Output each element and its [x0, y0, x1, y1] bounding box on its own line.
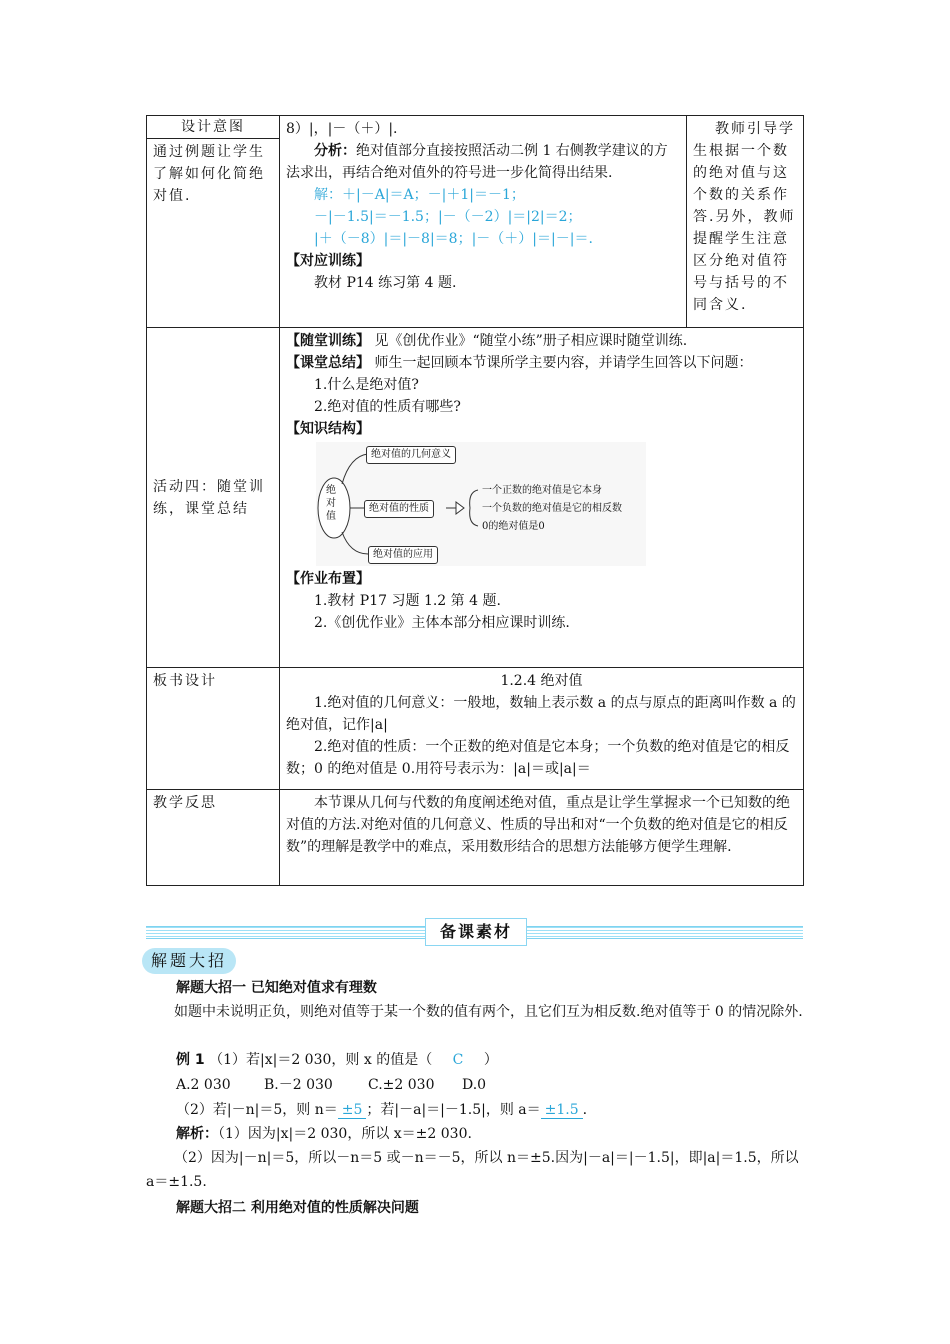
activity-four-content — [280, 328, 804, 668]
q1-text: （1）若|x|＝2 030，则 x 的值是（ — [209, 1052, 433, 1068]
knowledge-mindmap — [316, 442, 646, 566]
homework-label: 【作业布置】 — [286, 571, 370, 587]
solution-line: |＋（－8）|＝|－8|＝8；|－（＋）|＝|－|＝. — [314, 231, 593, 247]
table-row — [147, 790, 804, 886]
example-question-1 — [176, 1048, 796, 1072]
question-item: 1.什么是绝对值? — [314, 377, 419, 393]
table-row — [147, 668, 804, 790]
mindmap-property-item: 一个正数的绝对值是它本身 — [482, 485, 602, 496]
board-line-geometry: 1.绝对值的几何意义：一般地，数轴上表示数 a 的点与原点的距离叫作数 a 的绝对值，记作|a| — [286, 695, 796, 733]
practice-label: 【对应训练】 — [286, 253, 370, 269]
section-title: 备课素材 — [425, 918, 527, 946]
board-design-label: 板书设计 — [153, 673, 217, 689]
reflection-label: 教学反思 — [153, 795, 217, 811]
tip2-heading: 解题大招二 利用绝对值的性质解决问题 — [176, 1200, 419, 1216]
q1-close: ） — [483, 1052, 498, 1068]
mindmap-center: 绝对值 — [326, 485, 336, 522]
summary-text: 师生一起回顾本节课所学主要内容，并请学生回答以下问题： — [374, 355, 753, 371]
q2-part1: （2）若|－n|＝5，则 n＝ — [176, 1102, 338, 1118]
analysis-line-2: （2）因为|－n|＝5，所以－n＝5 或－n＝－5，所以 n＝±5.因为|－a|＝|－1.5|，即|a|＝1.5，所以 a＝±1.5. — [146, 1150, 799, 1190]
option-item: C.±2 030 — [368, 1077, 435, 1093]
mindmap-property-item: 0的绝对值是0 — [482, 521, 545, 532]
tips-badge: 解题大招 — [142, 948, 236, 974]
example-label: 例 1 — [176, 1052, 205, 1068]
drill-label: 【随堂训练】 — [286, 333, 370, 349]
option-item: A.2 030 — [176, 1077, 231, 1093]
summary-label: 【课堂总结】 — [286, 355, 370, 371]
reflection-cell — [147, 790, 280, 886]
q2-end: . — [582, 1102, 588, 1118]
table-row — [147, 328, 804, 668]
solution-line: －|－1.5|＝－1.5；|－（－2）|＝|2|＝2； — [314, 209, 582, 225]
option-item: B.－2 030 — [264, 1077, 333, 1093]
board-line-property: 2.绝对值的性质：一个正数的绝对值是它本身；一个负数的绝对值是它的相反数；0 的绝对值是 0.用符号表示为：|a|＝或|a|＝ — [286, 739, 790, 777]
reflection-text: 本节课从几何与代数的角度阐述绝对值，重点是让学生掌握求一个已知数的绝对值的方法.对绝对值的几何意义、性质的导出和对“一个负数的绝对值是它的相反数”的理解是教学中的难点，采用数形结合的思想方法能够方便学生理解. — [286, 795, 790, 855]
analysis-row-1 — [176, 1122, 796, 1146]
question-item: 2.绝对值的性质有哪些? — [314, 399, 461, 415]
board-design-content — [280, 668, 804, 790]
lesson-plan-table — [146, 115, 804, 886]
mindmap-property-item: 一个负数的绝对值是它的相反数 — [482, 503, 622, 514]
tip1-analysis-label: 解析： — [176, 1126, 218, 1142]
structure-label: 【知识结构】 — [286, 421, 370, 437]
design-intent-cell — [147, 116, 280, 328]
tip1-heading: 解题大招一 已知绝对值求有理数 — [176, 980, 377, 996]
design-intent-text: 通过例题让学生了解如何化简绝对值. — [153, 144, 265, 204]
q2-answer-1: ±5 — [338, 1102, 367, 1119]
activity-four-cell — [147, 328, 280, 668]
example-cell — [280, 116, 687, 328]
q2-answer-2: ±1.5 — [541, 1102, 583, 1119]
example-tail: 8）|，|－（＋）|. — [286, 121, 398, 137]
teacher-note-text: 教师引导学生根据一个数的绝对值与这个数的关系作答.另外，教师提醒学生注意区分绝对值符号与括号的不同含义. — [693, 121, 796, 313]
options-row — [176, 1073, 796, 1097]
mindmap-branch-application: 绝对值的应用 — [368, 546, 438, 564]
mindmap-branch-property: 绝对值的性质 — [364, 500, 434, 518]
mindmap-branch-geometry: 绝对值的几何意义 — [366, 446, 456, 464]
board-title: 1.2.4 绝对值 — [500, 673, 583, 689]
design-intent-header: 设计意图 — [147, 116, 279, 139]
teacher-note-cell — [687, 116, 804, 328]
tip1-intro: 如题中未说明正负，则绝对值等于某一个数的值有两个，且它们互为相反数.绝对值等于 0 的情况除外. — [174, 1004, 803, 1020]
homework-item: 1.教材 P17 习题 1.2 第 4 题. — [314, 593, 501, 609]
option-item: D.0 — [462, 1077, 487, 1093]
analysis-label: 分析： — [314, 143, 356, 159]
analysis-line-1: （1）因为|x|＝2 030，所以 x＝±2 030. — [218, 1126, 472, 1142]
drill-text: 见《创优作业》“随堂小练”册子相应课时随堂训练. — [374, 333, 688, 349]
reflection-content — [280, 790, 804, 886]
practice-text: 教材 P14 练习第 4 题. — [314, 275, 457, 291]
table-row — [147, 116, 804, 328]
board-design-cell — [147, 668, 280, 790]
homework-item: 2.《创优作业》主体本部分相应课时训练. — [314, 615, 570, 631]
analysis-text: 绝对值部分直接按照活动二例 1 右侧教学建议的方法求出，再结合绝对值外的符号进一步化简得出结果. — [286, 143, 668, 181]
q2-part2: ；若|－a|＝|－1.5|，则 a＝ — [366, 1102, 541, 1118]
example-question-2 — [176, 1098, 796, 1122]
q1-answer: C — [452, 1052, 464, 1068]
activity-four-text: 活动四：随堂训练，课堂总结 — [153, 478, 265, 517]
solution-line: 解：＋|－Α|＝Α；－|＋1|＝－1； — [314, 187, 525, 203]
